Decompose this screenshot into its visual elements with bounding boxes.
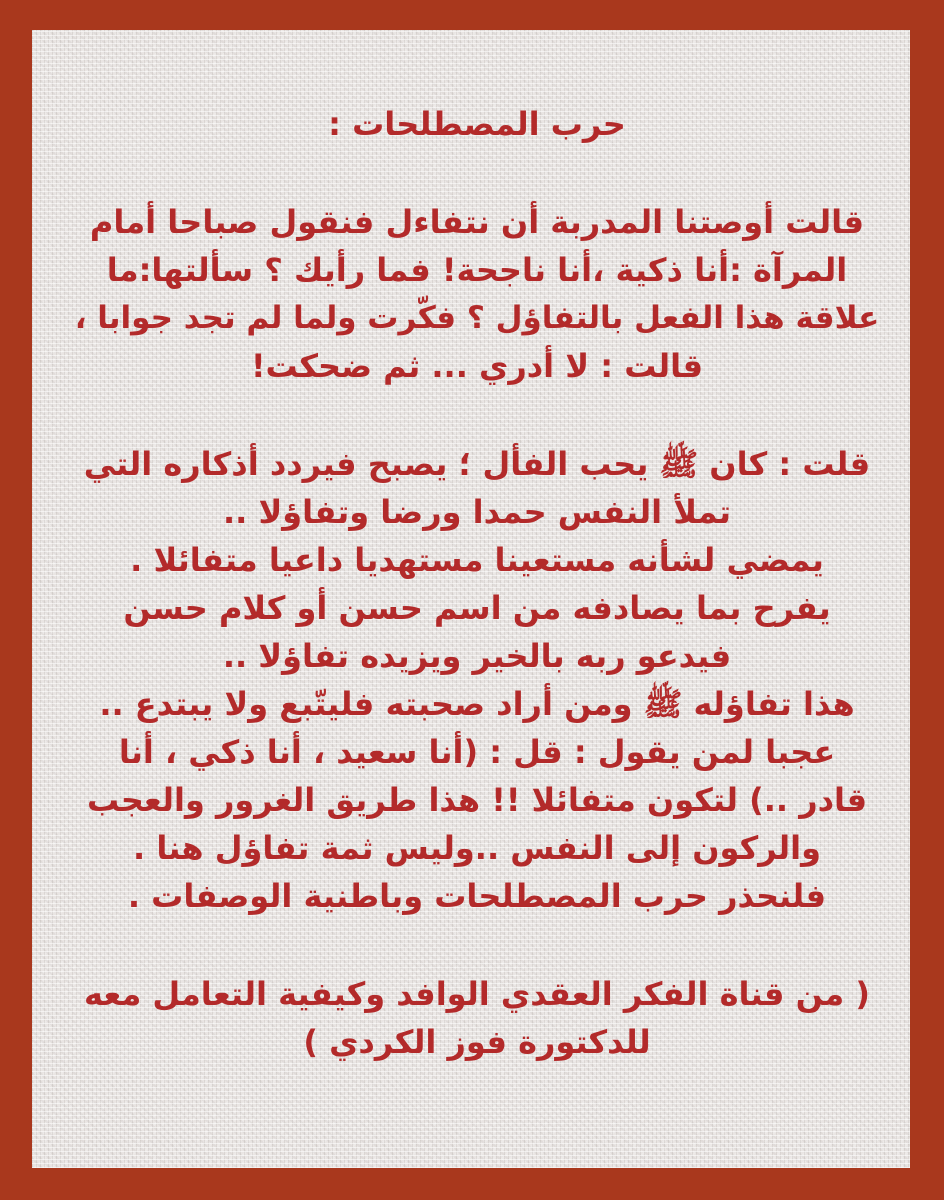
- paragraph-response: [70, 440, 884, 920]
- text-line: المرآة :أنا ذكية ،أنا ناجحة! فما رأيك ؟ سألتها:ما: [106, 251, 848, 289]
- source-attribution: [70, 970, 884, 1066]
- title-line: حرب المصطلحات :: [328, 105, 626, 143]
- text-line: للدكتورة فوز الكردي ): [303, 1023, 651, 1061]
- text-line: قلت : كان ﷺ يحب الفأل ؛ يصبح فيردد أذكاره التي: [83, 445, 871, 483]
- text-line: هذا تفاؤله ﷺ ومن أراد صحبته فليتّبع ولا يبتدع ..: [99, 685, 855, 723]
- text-line: قالت : لا أدري ... ثم ضحكت!: [250, 347, 704, 385]
- paragraph-trainer-story: [70, 198, 884, 390]
- text-line: يمضي لشأنه مستعينا مستهديا داعيا متفائلا .: [130, 541, 824, 579]
- text-line: علاقة هذا الفعل بالتفاؤل ؟ فكّرت ولما لم تجد جوابا ،: [74, 300, 880, 336]
- text-line: قالت أوصتنا المدربة أن نتفاءل فنقول صباحا أمام: [89, 203, 865, 241]
- text-line: والركون إلى النفس ..وليس ثمة تفاؤل هنا .: [133, 829, 821, 867]
- text-line: عجبا لمن يقول : قل : (أنا سعيد ، أنا ذكي ، أنا: [118, 733, 836, 771]
- text-line: تملأ النفس حمدا ورضا وتفاؤلا ..: [223, 493, 731, 531]
- post-title: [70, 100, 884, 148]
- text-line: قادر ..) لتكون متفائلا !! هذا طريق الغرور والعجب: [86, 781, 868, 819]
- text-line: ( من قناة الفكر العقدي الوافد وكيفية التعامل معه: [84, 975, 870, 1013]
- text-line: فلنحذر حرب المصطلحات وباطنية الوصفات .: [127, 877, 827, 915]
- text-line: يفرح بما يصادفه من اسم حسن أو كلام حسن: [123, 589, 831, 627]
- text-line: فيدعو ربه بالخير ويزيده تفاؤلا ..: [222, 637, 732, 675]
